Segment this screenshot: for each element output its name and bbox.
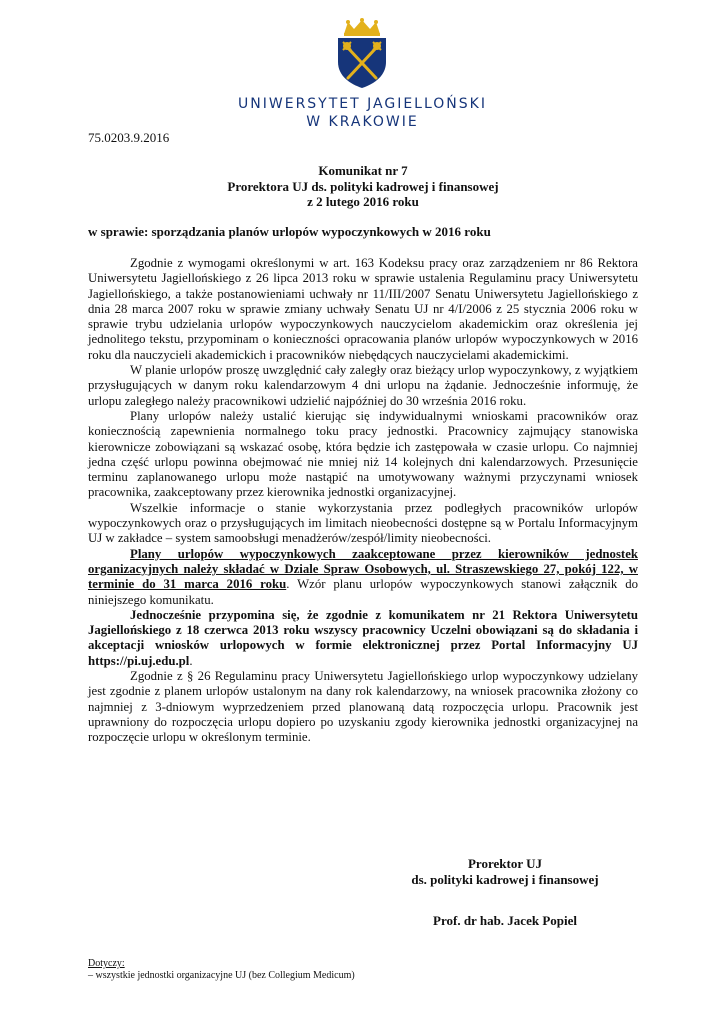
paragraph-6	[88, 608, 638, 669]
university-name-line1: UNIWERSYTET JAGIELLOŃSKI	[238, 96, 487, 112]
title-line3: z 2 lutego 2016 roku	[307, 194, 419, 209]
signature-role-line1: Prorektor UJ	[467, 856, 542, 871]
footer-label: Dotyczy:	[88, 958, 125, 969]
paragraph-3: Plany urlopów należy ustalić kierując się indywidualnymi wnioskami pracowników oraz koniecznością zapewnienia normalnego toku pracy jednostki. Pracownicy zajmujący stanowiska kierownicze zobowiązani są wskazać osobę, która będzie ich zastępowała w czasie urlopu. Co najmniej jedna część urlopu powinna obejmować nie mniej niż 14 kolejnych dni kalendarzowych. Przesunięcie terminu zaplanowanego urlopu może nastąpić na umotywowany ważnymi przyczynami wniosek pracownika, zaakceptowany przez kierownika jednostki organizacyjnej.	[88, 408, 638, 500]
title-line1: Komunikat nr 7	[318, 163, 408, 178]
paragraph-7: Zgodnie z § 26 Regulaminu pracy Uniwersytetu Jagiellońskiego urlop wypoczynkowy udzielany jest zgodnie z planem urlopów ustalonym na dany rok kalendarzowy, na wniosek pracownika złożony co najmniej z 3-dniowym wyprzedzeniem przed planowaną datą rozpoczęcia urlopu. Pracownik jest uprawniony do rozpoczęcia urlopu dopiero po uzyskaniu zgody kierownika jednostki organizacyjnej na rozpoczęcie urlopu w określonym terminie.	[88, 669, 638, 745]
reference-number: 75.0203.9.2016	[88, 130, 170, 145]
document-subject: w sprawie: sporządzania planów urlopów wypoczynkowych w 2016 roku	[88, 224, 491, 239]
paragraph-6-notice: Jednocześnie przypomina się, że zgodnie z komunikatem nr 21 Rektora Uniwersytetu Jagiellońskiego z 18 czerwca 2013 roku wszyscy pracownicy Uczelni obowiązani są do składania i akceptacji wniosków urlopowych w formie elektronicznej przez Portal Informacyjny UJ https://pi.uj.edu.pl	[88, 607, 638, 668]
paragraph-5	[88, 547, 638, 608]
signature-role-line2: ds. polityki kadrowej i finansowej	[411, 872, 599, 887]
university-crest-logo	[326, 18, 398, 90]
paragraph-5-rest: . Wzór planu urlopów wypoczynkowych stanowi załącznik do niniejszego komunikatu.	[88, 577, 638, 607]
paragraph-2: W planie urlopów proszę uwzględnić cały zaległy oraz bieżący urlop wypoczynkowy, z wyjątkiem przysługujących w danym roku kalendarzowym 4 dni urlopu na żądanie. Jednocześnie informuję, że urlopu zaległego należy pracownikowi udzielić najpóźniej do 30 września 2016 roku.	[88, 363, 638, 408]
title-line2: Prorektora UJ ds. polityki kadrowej i finansowej	[227, 178, 499, 194]
signature-role	[370, 856, 640, 888]
document-title	[88, 163, 638, 210]
signature-name: Prof. dr hab. Jacek Popiel	[433, 913, 577, 928]
document-body	[88, 256, 638, 746]
paragraph-4: Wszelkie informacje o stanie wykorzystania przez podległych pracowników urlopów wypoczynkowych oraz o przysługujących im limitach nieobecności dostępne są w Portalu Informacyjnym UJ w zakładce – system samoobsługi menadżerów/zespół/limity nieobecności.	[88, 500, 638, 546]
paragraph-6-rest: .	[189, 653, 193, 668]
paragraph-1: Zgodnie z wymogami określonymi w art. 163 Kodeksu pracy oraz zarządzeniem nr 86 Rektora Uniwersytetu Jagiellońskiego z 26 lipca 2013 roku w sprawie ustalenia Regulaminu pracy Uniwersytetu Jagiellońskiego, a także postanowieniami uchwały nr 11/III/2007 Senatu Uniwersytetu Jagiellońskiego z dnia 28 marca 2007 roku w sprawie zmiany uchwały Senatu UJ nr 4/I/2006 z 25 stycznia 2006 roku w sprawie trybu udzielania urlopów wypoczynkowych nauczycielom akademickim oraz określenia jej jednolitego tekstu, przypominam o konieczności opracowania planów urlopów wypoczynkowych w 2016 roku dla nauczycieli akademickich i pracowników niebędących nauczycielami akademickimi.	[88, 256, 638, 362]
university-name-line2: W KRAKOWIE	[306, 114, 419, 130]
footer-item: – wszystkie jednostki organizacyjne UJ (bez Collegium Medicum)	[88, 970, 355, 981]
paragraph-5-deadline: Plany urlopów wypoczynkowych zaakceptowane przez kierowników jednostek organizacyjnych należy składać w Dziale Spraw Osobowych, ul. Straszewskiego 27, pokój 122, w terminie do 31 marca 2016 roku	[88, 546, 638, 592]
footer-distribution	[88, 958, 355, 982]
